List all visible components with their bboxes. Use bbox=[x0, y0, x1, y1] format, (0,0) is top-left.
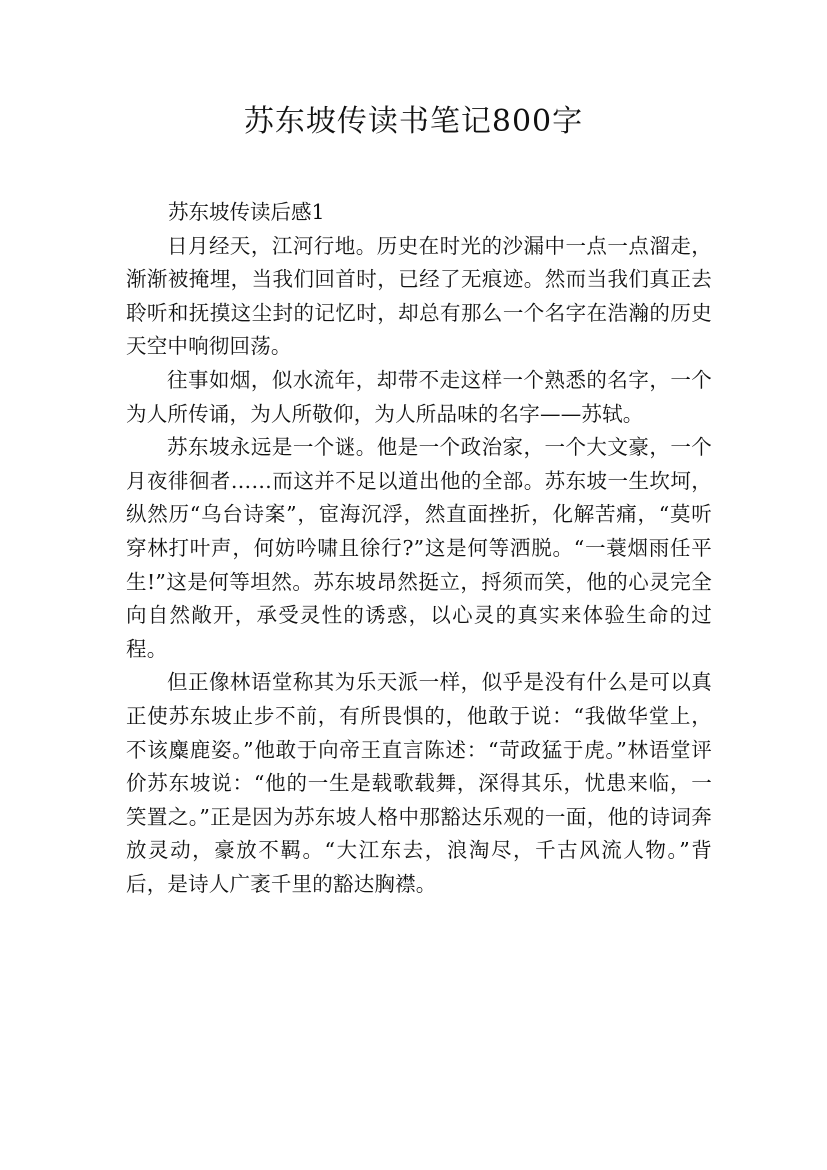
paragraph-1: 日月经天，江河行地。历史在时光的沙漏中一点一点溜走，渐渐被掩埋，当我们回首时，已经了无痕迹。然而当我们真正去聆听和抚摸这尘封的记忆时，却总有那么一个名字在浩瀚的历史天空中响彻回荡。 bbox=[126, 233, 712, 359]
document-body bbox=[126, 196, 712, 901]
paragraph-3: 苏东坡永远是一个谜。他是一个政治家，一个大文豪，一个月夜徘徊者……而这并不足以道出他的全部。苏东坡一生坎坷，纵然历“乌台诗案”，宦海沉浮，然直面挫折，化解苦痛，“莫听穿林打叶声，何妨吟啸且徐行?”这是何等洒脱。“一蓑烟雨任平生!”这是何等坦然。苏东坡昂然挺立，捋须而笑，他的心灵完全向自然敞开，承受灵性的诱惑，以心灵的真实来体验生命的过程。 bbox=[126, 435, 712, 661]
section-subtitle: 苏东坡传读后感1 bbox=[168, 200, 325, 224]
paragraph-4: 但正像林语堂称其为乐天派一样，似乎是没有什么是可以真正使苏东坡止步不前，有所畏惧的，他敢于说：“我做华堂上，不该麋鹿姿。”他敢于向帝王直言陈述：“苛政猛于虎。”林语堂评价苏东坡说：“他的一生是载歌载舞，深得其乐，忧患来临，一笑置之。”正是因为苏东坡人格中那豁达乐观的一面，他的诗词奔放灵动，豪放不羁。“大江东去，浪淘尽，千古风流人物。”背后，是诗人广袤千里的豁达胸襟。 bbox=[126, 670, 712, 896]
document-title: 苏东坡传读书笔记800字 bbox=[243, 104, 584, 139]
paragraph-2: 往事如烟，似水流年，却带不走这样一个熟悉的名字，一个为人所传诵，为人所敬仰，为人所品味的名字——苏轼。 bbox=[126, 367, 712, 426]
